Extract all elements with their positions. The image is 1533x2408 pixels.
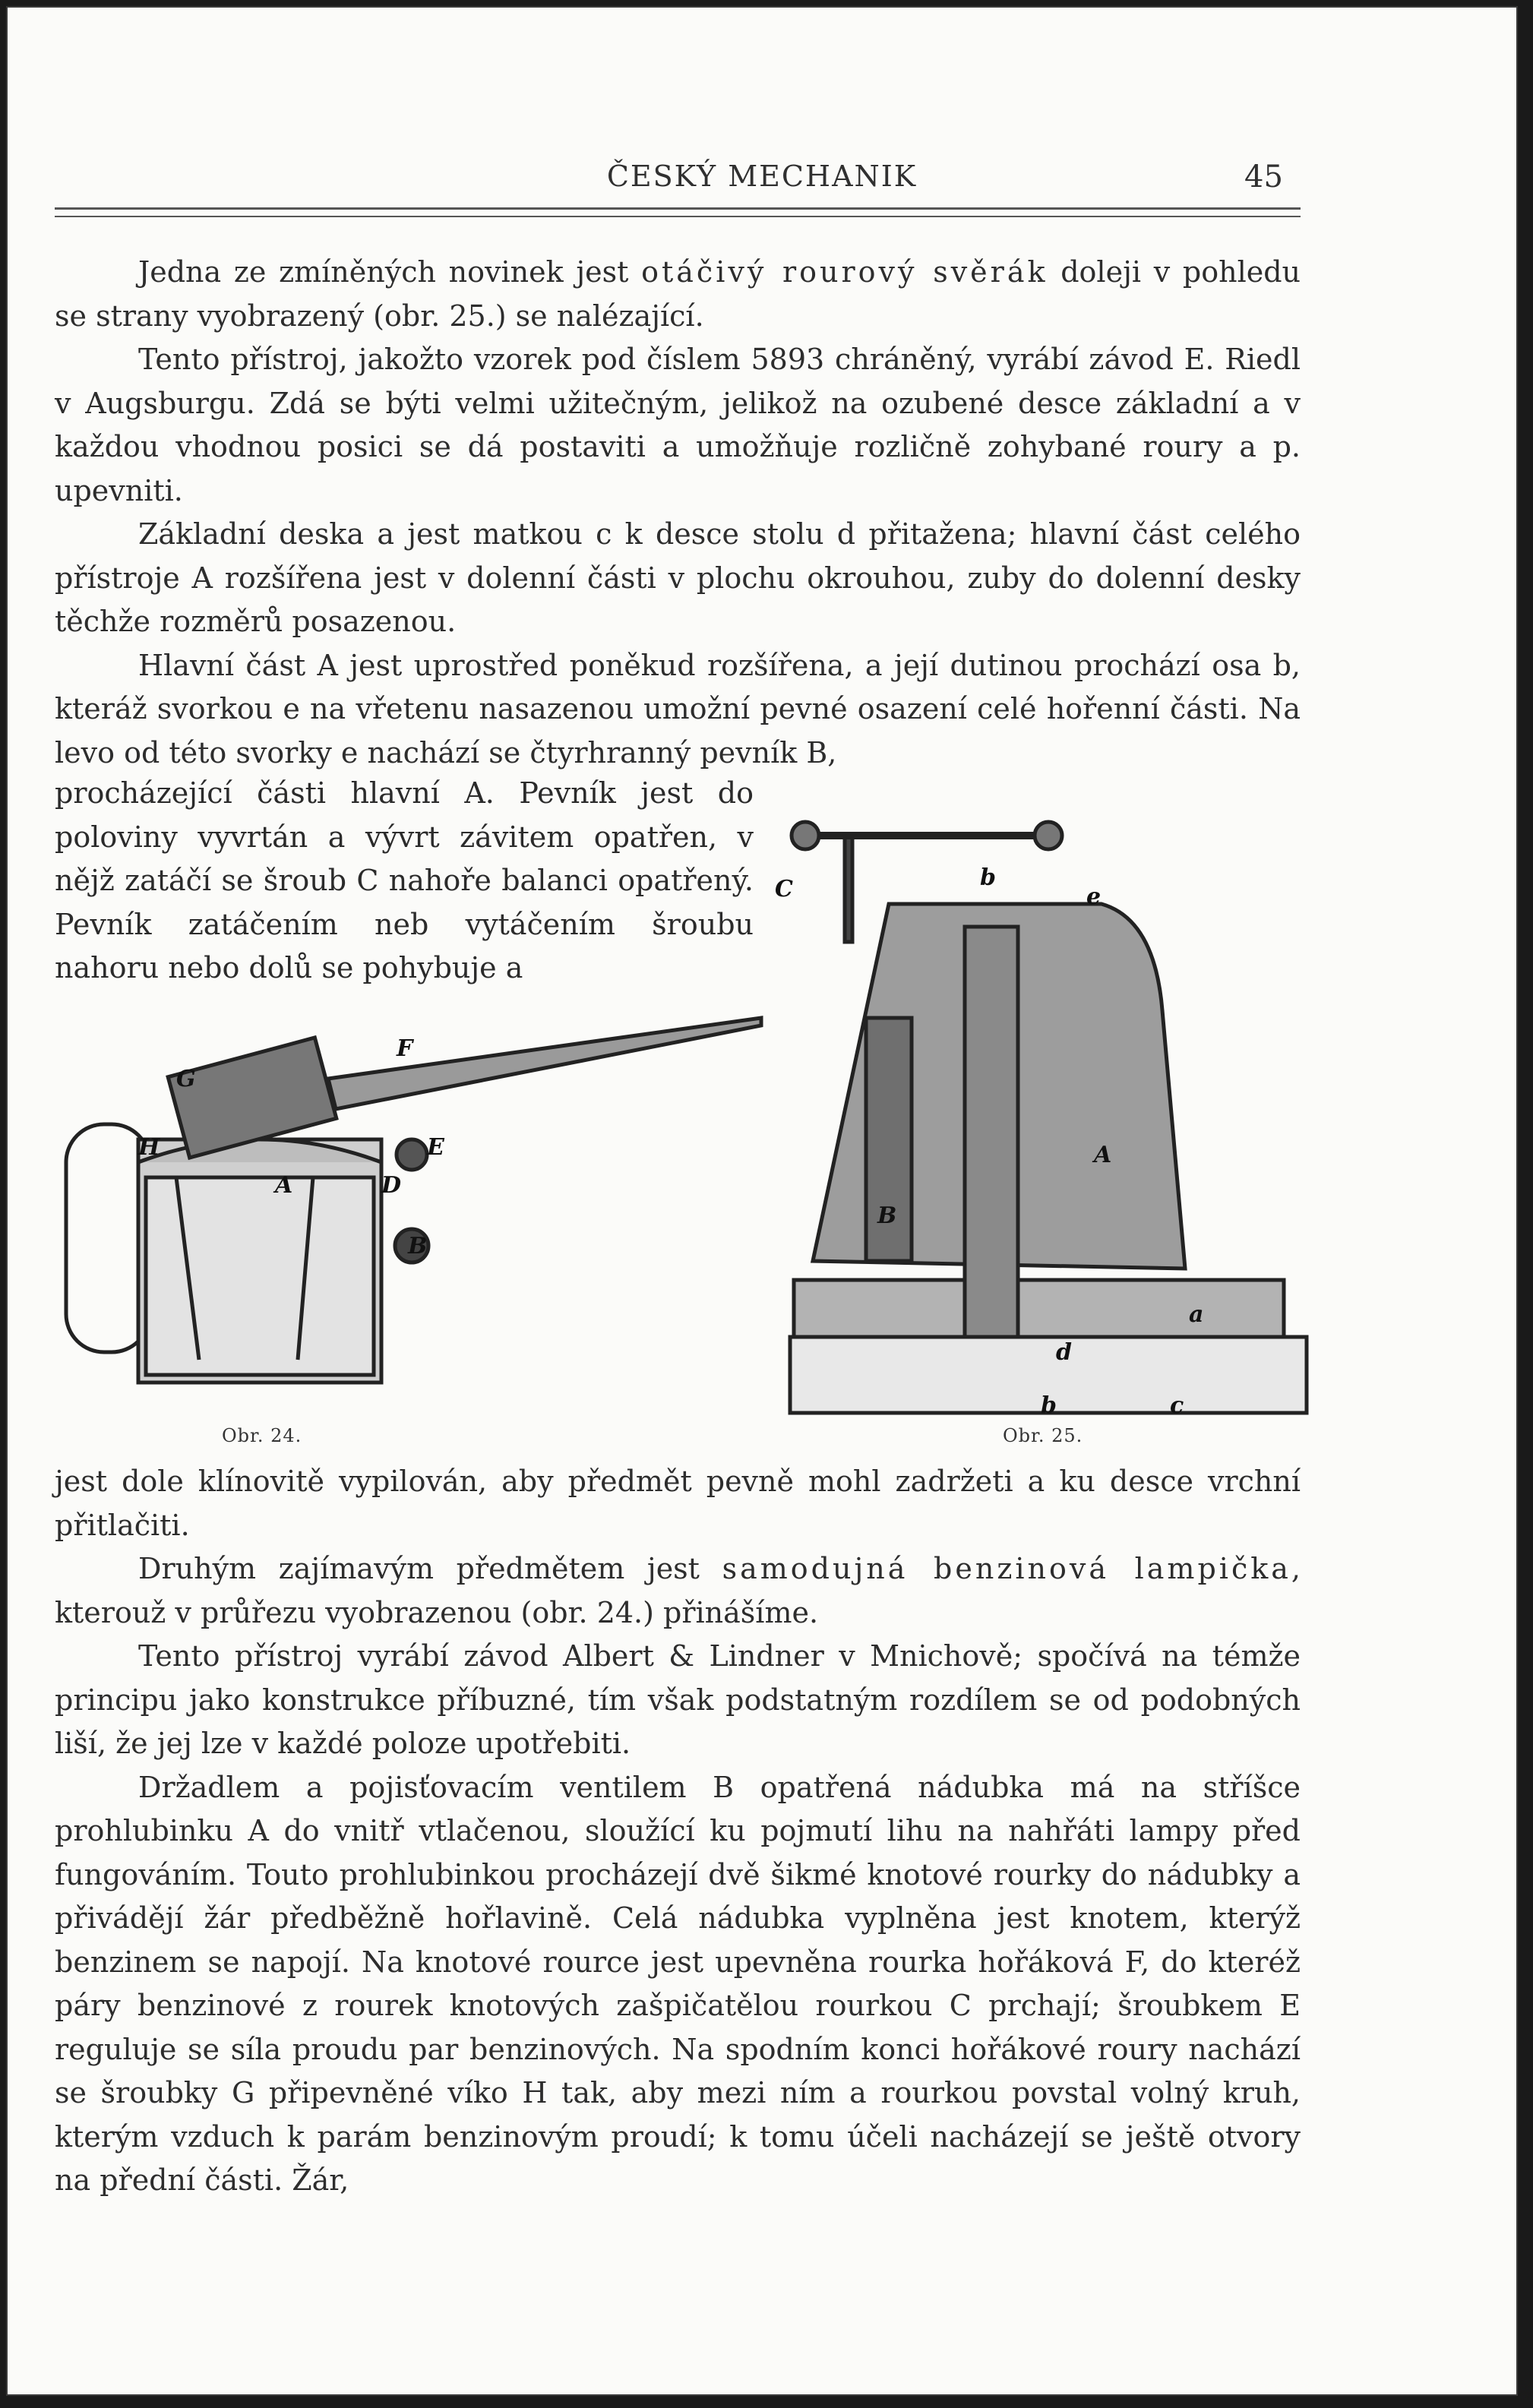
label-c: c [1170, 1392, 1184, 1419]
header-rule-thin [55, 216, 1301, 217]
label-A: A [275, 1172, 293, 1199]
paragraph-3: Základní deska a jest matkou c k desce stolu d přitažena; hlavní část celého přístroje A rozšířena jest v dolenní části v plochu okrouhou, zuby do dolenní desky těchže rozměrů posazenou. [55, 517, 1301, 638]
label-H: H [138, 1134, 160, 1161]
running-title: ČESKÝ MECHANIK [606, 160, 918, 193]
label-G: G [176, 1066, 196, 1092]
p6-text: Druhým zajímavým předmětem jest [138, 1552, 722, 1585]
label-B: B [408, 1233, 428, 1259]
flame [328, 1018, 761, 1109]
label-D: D [381, 1172, 402, 1199]
paragraph-4: Hlavní část A jest uprostřed poněkud rozšířena, a její dutinou prochází osa b, kteráž svorkou e na vřetenu nasazenou umožní pevné osazení celé hořenní části. Na levo od této svorky e nachází se čtyrhranný pevník B, [55, 648, 1301, 769]
header-rule [55, 207, 1301, 210]
narrow-column-text: procházející části hlavní A. Pevník jest do poloviny vyvrtán a vývrt závitem opatřen, v nějž zatáčí se šroub C nahoře balanci opatřený. Pevník zatáčením neb vytáčením šroubu nahoru nebo dolů se pohybuje a [55, 776, 754, 984]
paragraph-5: jest dole klínovitě vypilován, aby předmět pevně mohl zadržeti a ku desce vrchní přitlačiti. [55, 1465, 1301, 1542]
paragraph-6 [55, 1547, 1301, 1635]
label-b: b [980, 864, 996, 891]
vice-column [965, 927, 1018, 1337]
label-b-lower: b [1041, 1392, 1057, 1419]
label-e: e [1086, 883, 1102, 910]
vice-figure [775, 813, 1322, 1420]
label-B: B [877, 1202, 897, 1229]
paragraph-7: Tento přístroj vyrábí závod Albert & Lindner v Mnichově; spočívá na témže principu jako konstrukce příbuzné, tím však podstatným rozdílem se od podobných liší, že jej lze v každé poloze upotřebiti. [55, 1639, 1301, 1760]
lamp-figure [55, 1003, 784, 1413]
label-a: a [1189, 1301, 1204, 1328]
paragraph-2: Tento přístroj, jakožto vzorek pod číslem 5893 chráněný, vyrábí závod E. Riedl v Augsburgu. Zdá se býti velmi užitečným, jelikož na ozubené desce základní a v každou vhodnou posici se dá postaviti a umožňuje rozličně zohybané roury a p. upevniti. [55, 343, 1301, 507]
caption-fig25: Obr. 25. [1003, 1425, 1083, 1446]
p6-spaced: samodujná benzinová lampička [722, 1552, 1291, 1585]
label-F: F [397, 1035, 413, 1062]
caption-fig24: Obr. 24. [222, 1425, 302, 1446]
label-E: E [427, 1134, 444, 1161]
page-number: 45 [1244, 160, 1283, 194]
paragraph-8: Držadlem a pojisťovacím ventilem B opatřená nádubka má na stříšce prohlubinku A do vnitř vtlačenou, sloužící ku pojmutí lihu na nahřáti lampy před fungováním. Touto prohlubinkou procházejí dvě šikmé knotové rourky do nádubky a přivádějí žár předběžně hořlavině. Celá nádubka vyplněna jest knotem, kterýž benzinem se napojí. Na knotové rource jest upevněna rourka hořáková F, do kteréž páry benzinové z rourek knotových zašpičatělou rourkou C prchají; šroubkem E reguluje se síla proudu par benzinových. Na spodním konci hořákové roury nachází se šroubky G připevněné víko H tak, aby mezi ním a rourkou povstal volný kruh, kterým vzduch k parám benzinovým proudí; k tomu účeli nacházejí se ještě otvory na přední části. Žár, [55, 1770, 1301, 2197]
paragraph-1 [55, 251, 1301, 338]
bottom-text [55, 1460, 1301, 2203]
label-C: C [775, 876, 793, 902]
book-page [6, 6, 1518, 2396]
p6-text-end: , kterouž v průřezu vyobrazenou (obr. 24.) přinášíme. [55, 1552, 1301, 1629]
base-plate [794, 1280, 1284, 1337]
p1-spaced: otáčivý rourový svěrák [641, 255, 1048, 289]
p1-text: Jedna ze zmíněných novinek jest [138, 255, 642, 289]
label-A: A [1094, 1142, 1112, 1168]
top-text [55, 251, 1301, 775]
p1-text-end: doleji v pohledu se strany vyobrazený (obr. 25.) se nalézající. [55, 255, 1301, 333]
label-d: d [1056, 1339, 1072, 1366]
